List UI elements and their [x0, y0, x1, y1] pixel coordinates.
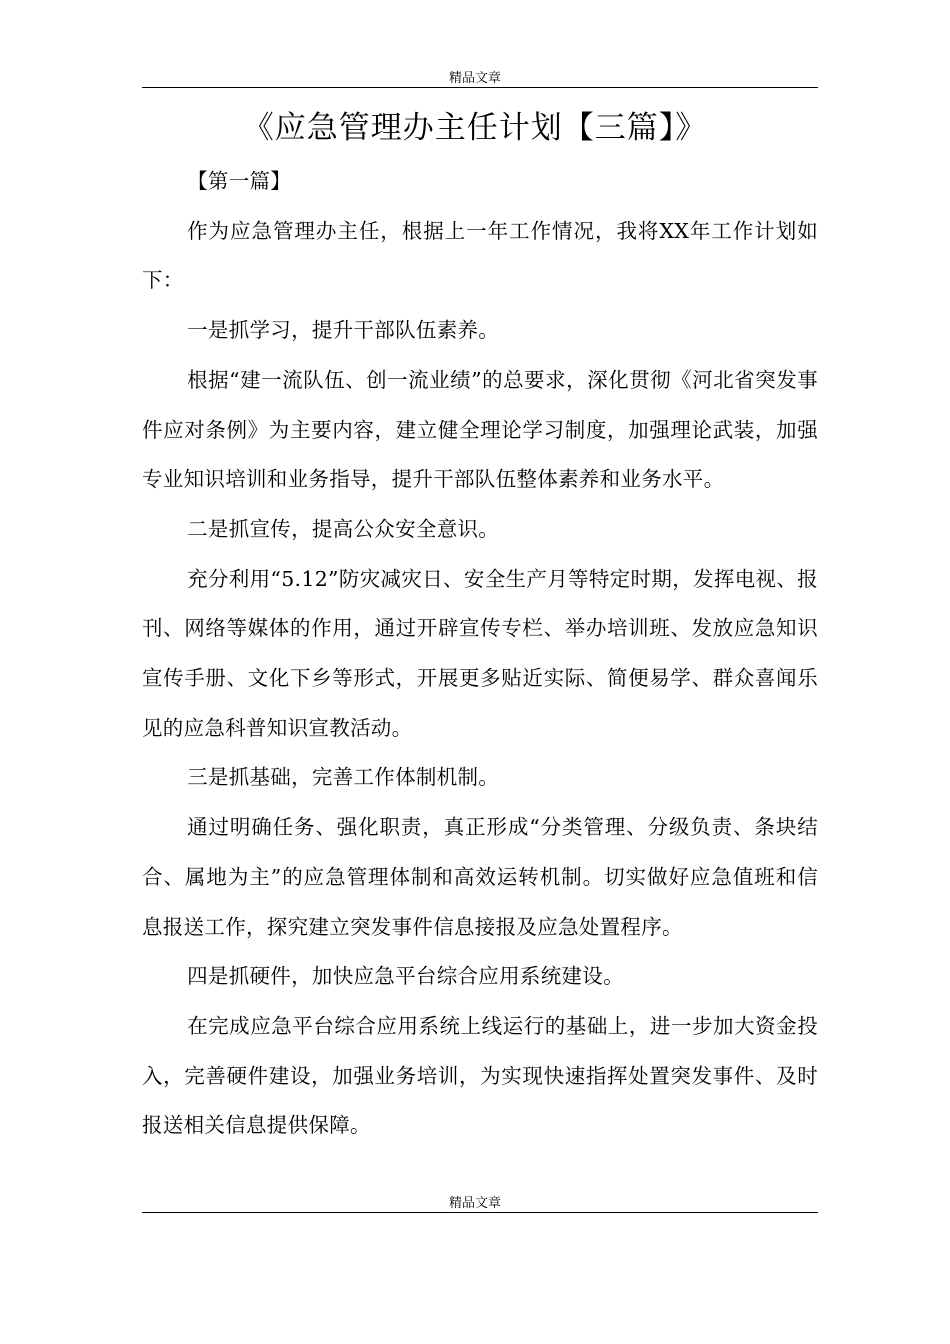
footer-divider [142, 1212, 818, 1213]
document-title: 《应急管理办主任计划【三篇】》 [242, 110, 708, 146]
body-paragraph: 作为应急管理办主任，根据上一年工作情况，我将XX年工作计划如下： [142, 218, 818, 293]
body-paragraph: 根据“建一流队伍、创一流业绩”的总要求，深化贯彻《河北省突发事件应对条例》为主要内容，建立健全理论学习制度，加强理论武装，加强专业知识培训和业务指导，提升干部队伍整体素养和业务水平。 [142, 367, 818, 492]
body-paragraph: 充分利用“5.12”防灾减灾日、安全生产月等特定时期，发挥电视、报刊、网络等媒体的作用，通过开辟宣传专栏、举办培训班、发放应急知识宣传手册、文化下乡等形式，开展更多贴近实际、简便易学、群众喜闻乐见的应急科普知识宣教活动。 [142, 566, 818, 740]
point-heading: 四是抓硬件，加快应急平台综合应用系统建设。 [187, 964, 624, 989]
point-heading: 三是抓基础，完善工作体制机制。 [187, 765, 500, 790]
document-body [142, 157, 818, 1151]
header-divider [142, 87, 818, 88]
page-footer: 精品文章 [448, 1196, 501, 1211]
page-header: 精品文章 [448, 71, 501, 86]
section-label: 【第一篇】 [187, 169, 292, 193]
point-heading: 一是抓学习，提升干部队伍素养。 [187, 318, 500, 343]
body-paragraph: 在完成应急平台综合应用系统上线运行的基础上，进一步加大资金投入，完善硬件建设，加强业务培训，为实现快速指挥处置突发事件、及时报送相关信息提供保障。 [142, 1013, 818, 1138]
body-paragraph: 通过明确任务、强化职责，真正形成“分类管理、分级负责、条块结合、属地为主”的应急管理体制和高效运转机制。切实做好应急值班和信息报送工作，探究建立突发事件信息接报及应急处置程序。 [142, 815, 818, 939]
point-heading: 二是抓宣传，提高公众安全意识。 [187, 516, 500, 541]
